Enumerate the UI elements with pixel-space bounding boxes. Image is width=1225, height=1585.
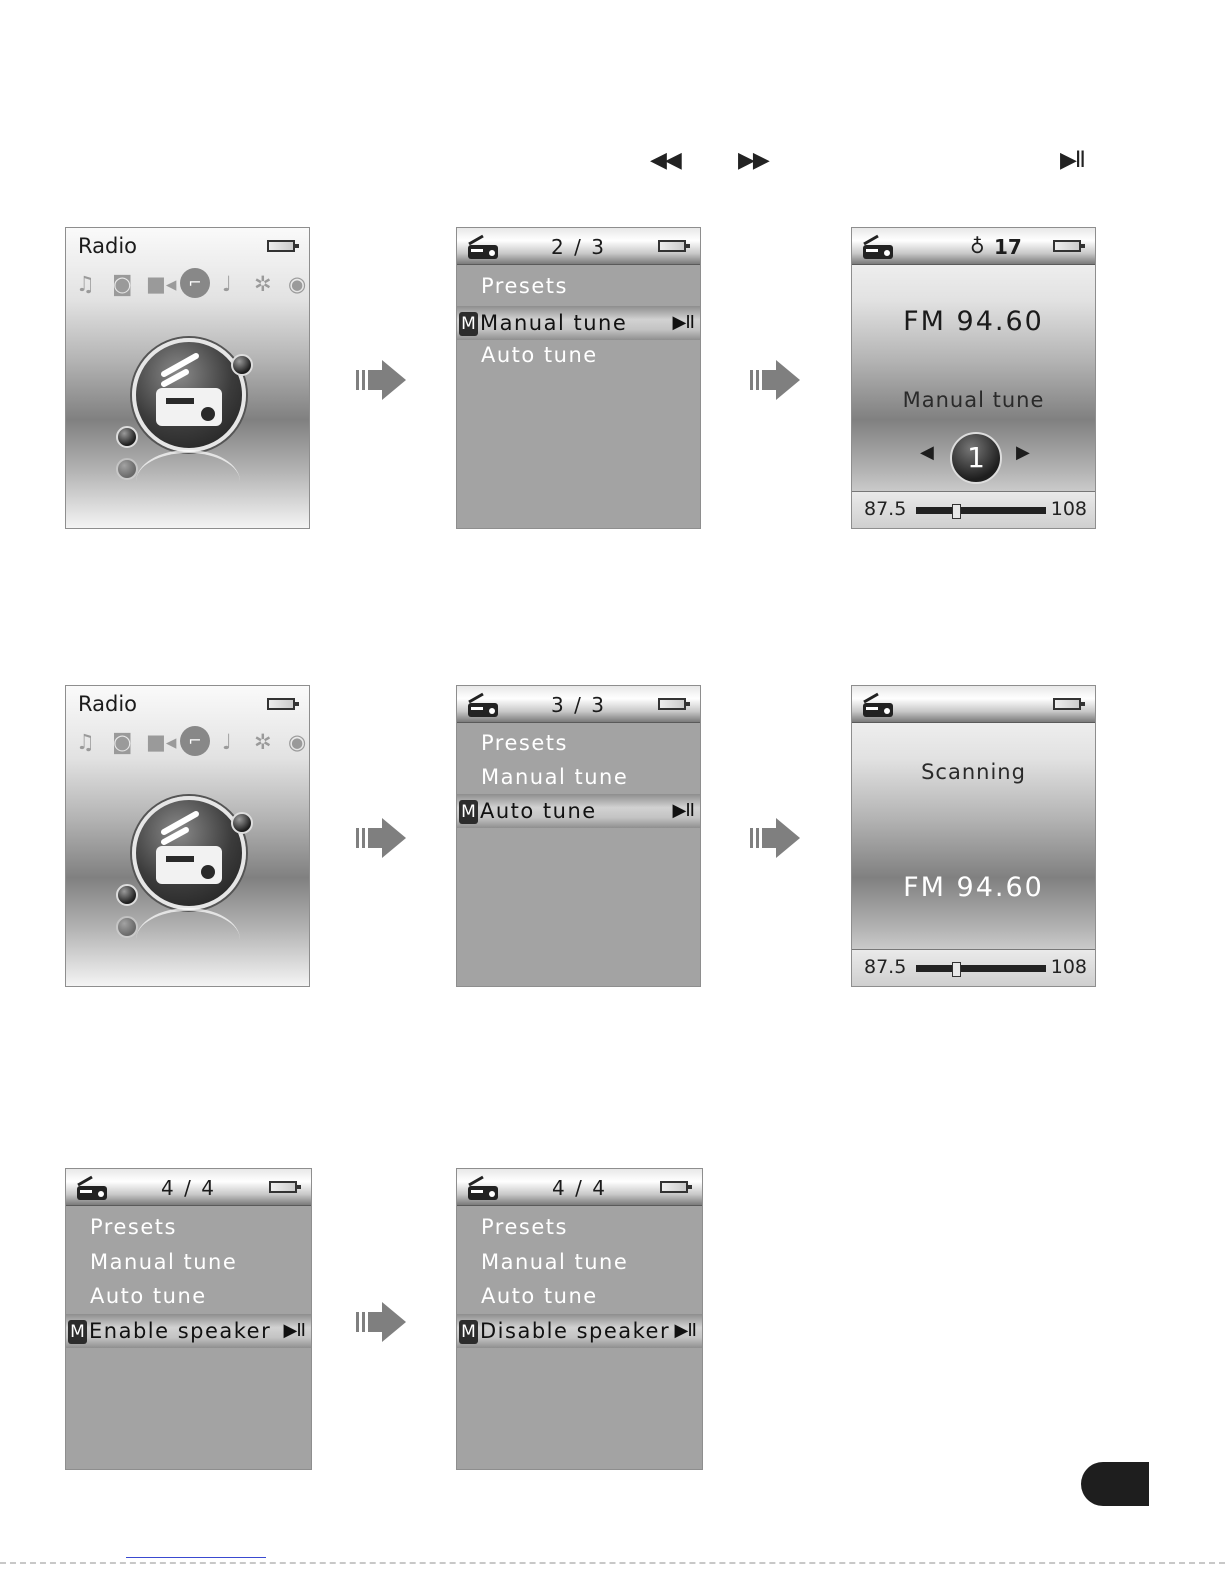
frequency-display: FM 94.60 — [903, 872, 1044, 903]
menu-item-presets[interactable]: Presets — [481, 274, 568, 298]
radio-icon — [862, 692, 894, 718]
battery-icon — [1053, 240, 1081, 252]
next-arrow-icon — [356, 1302, 408, 1342]
next-arrow-icon — [750, 818, 802, 858]
menu-item-presets[interactable]: Presets — [90, 1215, 177, 1239]
rewind-icon: ◀◀ — [650, 148, 680, 173]
radio-large-icon — [132, 796, 246, 910]
play-pause-icon: ▶II — [672, 312, 694, 333]
tuner-track[interactable] — [916, 507, 1046, 514]
microphone-icon[interactable]: ♩ — [222, 730, 232, 754]
titlebar — [852, 686, 1095, 723]
page-divider — [0, 1562, 1225, 1564]
menu-item-auto-tune[interactable]: Auto tune — [481, 343, 598, 367]
menu-badge-icon: M — [459, 1320, 478, 1344]
titlebar — [457, 686, 700, 723]
titlebar — [457, 1169, 702, 1206]
titlebar — [66, 228, 309, 264]
play-pause-icon: ▶II — [1060, 148, 1084, 173]
titlebar — [457, 228, 700, 265]
menu-item-manual-tune[interactable] — [457, 306, 700, 340]
screen-title: Radio — [78, 692, 138, 716]
music-note-icon[interactable]: ♫ — [76, 272, 95, 296]
battery-icon — [269, 1181, 297, 1193]
battery-icon — [1053, 698, 1081, 710]
radio-icon — [862, 234, 894, 260]
previous-preset-icon[interactable]: ◀ — [920, 442, 934, 463]
camera-icon[interactable]: ◙ — [112, 730, 133, 754]
manual-tune-screen — [851, 227, 1096, 529]
menu-item-enable-speaker[interactable] — [66, 1314, 311, 1348]
battery-icon — [658, 698, 686, 710]
titlebar — [66, 686, 309, 722]
menu-item-manual-tune[interactable]: Manual tune — [90, 1250, 238, 1274]
preset-number-badge: 1 — [950, 432, 1002, 484]
range-low: 87.5 — [864, 956, 907, 978]
music-note-icon[interactable]: ♫ — [76, 730, 95, 754]
battery-icon — [267, 698, 295, 710]
play-pause-icon: ▶II — [672, 800, 694, 821]
screen-title: Radio — [78, 234, 138, 258]
fast-forward-icon: ▶▶ — [738, 148, 768, 173]
volume-level: 17 — [994, 235, 1022, 259]
headphone-icon: ♁ — [970, 234, 985, 258]
reflection — [136, 908, 240, 971]
scanning-screen — [851, 685, 1096, 987]
page-counter: 3 / 3 — [551, 693, 606, 717]
tuner-bar — [852, 949, 1095, 986]
menu-badge-icon: M — [459, 800, 478, 824]
video-icon[interactable]: ■◂ — [146, 272, 177, 296]
menu-badge-icon: M — [459, 312, 478, 336]
reflection — [136, 450, 240, 513]
radio-icon[interactable]: ⌐ — [180, 726, 210, 756]
play-circle-icon[interactable]: ◉ — [288, 730, 307, 754]
play-pause-icon: ▶II — [283, 1320, 305, 1341]
menu-icons-row — [72, 268, 307, 304]
mode-label: Manual tune — [902, 388, 1045, 412]
camera-icon[interactable]: ◙ — [112, 272, 133, 296]
menu-item-manual-tune[interactable]: Manual tune — [481, 1250, 629, 1274]
decor-orb — [116, 916, 138, 938]
radio-menu-screen — [456, 1168, 703, 1470]
decor-orb — [116, 458, 138, 480]
next-arrow-icon — [750, 360, 802, 400]
next-arrow-icon — [356, 360, 408, 400]
tuner-knob[interactable] — [952, 504, 961, 519]
page-counter: 4 / 4 — [552, 1176, 607, 1200]
tuner-knob[interactable] — [952, 962, 961, 977]
microphone-icon[interactable]: ♩ — [222, 272, 232, 296]
titlebar — [66, 1169, 311, 1206]
menu-item-label: Disable speaker — [480, 1319, 671, 1343]
range-high: 108 — [1050, 498, 1087, 520]
decor-orb — [231, 812, 253, 834]
menu-item-presets[interactable]: Presets — [481, 731, 568, 755]
video-icon[interactable]: ■◂ — [146, 730, 177, 754]
page-counter: 2 / 3 — [551, 235, 606, 259]
radio-home-screen — [65, 685, 310, 987]
play-pause-icon: ▶II — [674, 1320, 696, 1341]
menu-icons-row — [72, 726, 307, 762]
decor-orb — [231, 354, 253, 376]
gear-icon[interactable]: ✲ — [254, 730, 272, 754]
titlebar — [852, 228, 1095, 265]
radio-large-icon — [132, 338, 246, 452]
menu-item-auto-tune[interactable]: Auto tune — [481, 1284, 598, 1308]
range-high: 108 — [1050, 956, 1087, 978]
decor-orb — [116, 426, 138, 448]
gear-icon[interactable]: ✲ — [254, 272, 272, 296]
menu-item-auto-tune[interactable] — [457, 794, 700, 828]
radio-menu-screen — [65, 1168, 312, 1470]
tuner-bar — [852, 491, 1095, 528]
menu-item-auto-tune[interactable]: Auto tune — [90, 1284, 207, 1308]
menu-item-label: Auto tune — [480, 799, 597, 823]
menu-badge-icon: M — [68, 1320, 87, 1344]
next-arrow-icon — [356, 818, 408, 858]
radio-home-screen — [65, 227, 310, 529]
page-number-tab — [1081, 1462, 1149, 1506]
range-low: 87.5 — [864, 498, 907, 520]
decor-orb — [116, 884, 138, 906]
frequency-display: FM 94.60 — [903, 306, 1044, 337]
next-preset-icon[interactable]: ▶ — [1016, 442, 1030, 463]
play-circle-icon[interactable]: ◉ — [288, 272, 307, 296]
scanning-status: Scanning — [921, 760, 1026, 784]
menu-item-presets[interactable]: Presets — [481, 1215, 568, 1239]
radio-menu-screen — [456, 685, 701, 987]
page-counter: 4 / 4 — [161, 1176, 216, 1200]
tuner-track[interactable] — [916, 965, 1046, 972]
radio-icon[interactable]: ⌐ — [180, 268, 210, 298]
menu-item-label: Manual tune — [480, 311, 628, 335]
menu-item-manual-tune[interactable]: Manual tune — [481, 765, 629, 789]
menu-item-disable-speaker[interactable] — [457, 1314, 702, 1348]
battery-icon — [658, 240, 686, 252]
footer-link-underline — [126, 1557, 266, 1558]
battery-icon — [267, 240, 295, 252]
menu-item-label: Enable speaker — [89, 1319, 272, 1343]
radio-menu-screen — [456, 227, 701, 529]
battery-icon — [660, 1181, 688, 1193]
